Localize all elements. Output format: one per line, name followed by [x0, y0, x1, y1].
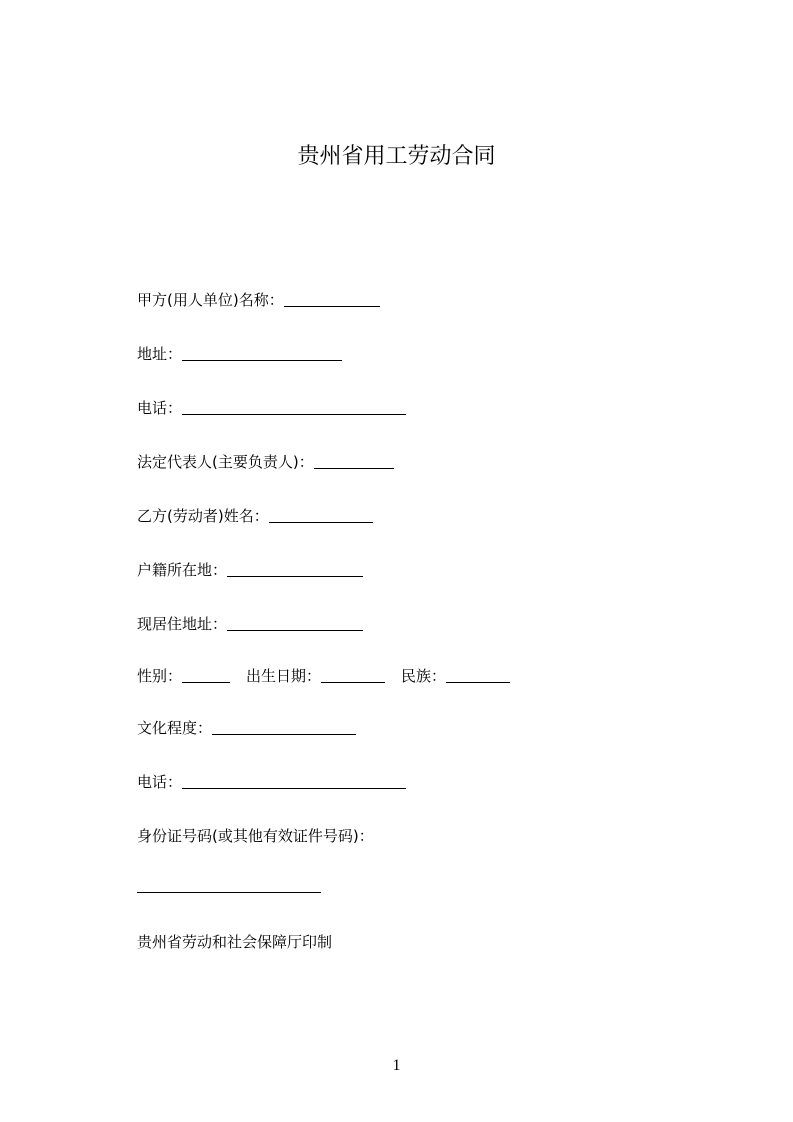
- phone-blank-1[interactable]: [182, 400, 406, 415]
- address-blank[interactable]: [182, 346, 342, 361]
- employee-name-label: 乙方(劳动者)姓名：: [137, 507, 269, 525]
- birth-date-label: 出生日期：: [246, 667, 322, 685]
- current-address-blank[interactable]: [227, 616, 363, 631]
- phone-row-2: [137, 772, 406, 792]
- phone-blank-2[interactable]: [182, 774, 406, 789]
- document-title: 贵州省用工劳动合同: [297, 144, 496, 169]
- phone-label-1: 电话：: [137, 399, 183, 417]
- publisher-row: [137, 932, 332, 952]
- id-number-blank-row: [137, 878, 321, 896]
- address-label: 地址：: [137, 345, 183, 363]
- address-row: [137, 344, 342, 364]
- current-address-row: [137, 614, 363, 634]
- gender-label: 性别：: [137, 667, 183, 685]
- birth-date-blank[interactable]: [321, 668, 385, 683]
- current-address-label: 现居住地址：: [137, 615, 228, 633]
- household-reg-label: 户籍所在地：: [137, 561, 228, 579]
- employee-name-blank[interactable]: [269, 508, 373, 523]
- legal-rep-label: 法定代表人(主要负责人)：: [137, 453, 314, 471]
- employer-name-row: [137, 290, 380, 310]
- personal-info-row: [137, 666, 510, 686]
- legal-rep-blank[interactable]: [314, 454, 394, 469]
- ethnicity-blank[interactable]: [446, 668, 510, 683]
- employee-name-row: [137, 506, 373, 526]
- gender-blank[interactable]: [182, 668, 230, 683]
- page-number: 1: [392, 1057, 401, 1074]
- publisher-text: 贵州省劳动和社会保障厅印制: [137, 933, 333, 951]
- employer-name-label: 甲方(用人单位)名称：: [137, 291, 284, 309]
- household-reg-row: [137, 560, 363, 580]
- education-blank[interactable]: [212, 720, 356, 735]
- household-reg-blank[interactable]: [227, 562, 363, 577]
- education-label: 文化程度：: [137, 719, 213, 737]
- phone-row-1: [137, 398, 406, 418]
- id-number-blank[interactable]: [137, 878, 321, 893]
- id-number-label: 身份证号码(或其他有效证件号码)：: [137, 827, 374, 845]
- phone-label-2: 电话：: [137, 773, 183, 791]
- education-row: [137, 718, 356, 738]
- employer-name-blank[interactable]: [284, 292, 380, 307]
- id-number-row: [137, 826, 374, 846]
- legal-rep-row: [137, 452, 394, 472]
- ethnicity-label: 民族：: [401, 667, 447, 685]
